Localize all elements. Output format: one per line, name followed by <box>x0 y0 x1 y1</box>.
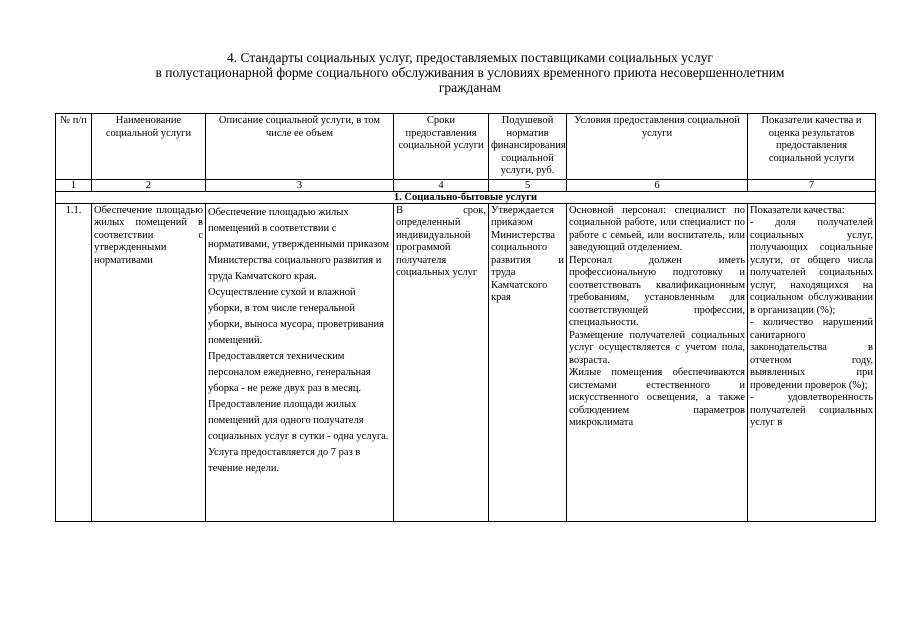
standards-table <box>55 113 876 522</box>
document-title <box>60 50 880 95</box>
title-line-1: 4. Стандарты социальных услуг, предоставляемых поставщиками социальных услуг <box>227 50 713 65</box>
header-service-name: Наименование социальной услуги <box>92 114 206 180</box>
column-number: 3 <box>206 179 394 191</box>
header-conditions: Условия предоставления социальной услуги <box>567 114 748 180</box>
column-number: 6 <box>567 179 748 191</box>
header-financing: Подушевой норматив финансирования социальной услуги, руб. <box>489 114 567 180</box>
conditions-paragraph: Основной персонал: специалист по социальной работе, или специалист по работе с семьей, или воспитатель, или заведующий отделением. <box>569 204 745 253</box>
quality-paragraph: Показатели качества: <box>750 204 845 216</box>
description-paragraph: Услуга предоставляется до 7 раз в течение недели. <box>208 446 361 474</box>
column-number: 2 <box>92 179 206 191</box>
column-number: 4 <box>394 179 489 191</box>
table-header-row <box>56 114 876 180</box>
table-row <box>56 203 876 521</box>
title-line-2: в полустационарной форме социального обслуживания в условиях временного приюта несовершеннолетним <box>155 65 785 80</box>
conditions-paragraph: Размещение получателей социальных услуг осуществляется с учетом пола, возраста. <box>569 329 745 366</box>
header-description: Описание социальной услуги, в том числе ее объем <box>206 114 394 180</box>
row-description <box>206 203 394 521</box>
row-financing: Утверждается приказом Министерства социального развития и труда Камчатского края <box>489 203 567 521</box>
title-line-3: гражданам <box>438 80 502 95</box>
quality-paragraph: - количество нарушений санитарного законодательства в отчетном году, выявленных при проведении проверок (%); <box>750 317 873 391</box>
column-number-row <box>56 179 876 191</box>
description-paragraph: Осуществление сухой и влажной уборки, в том числе генеральной уборки, выноса мусора, проветривания помещений. <box>208 286 384 346</box>
column-number: 1 <box>56 179 92 191</box>
quality-paragraph: - доля получателей социальных услуг, получающих социальные услуги, от общего числа получателей социальных услуг, находящихся на социальном обслуживании в организации (%); <box>750 217 873 316</box>
section-row <box>56 191 876 203</box>
conditions-paragraph: Жилые помещения обеспечиваются системами естественного и искусственного освещения, а также соблюдением параметров микроклимата <box>569 367 745 428</box>
column-number: 5 <box>489 179 567 191</box>
row-quality <box>748 203 876 521</box>
row-conditions <box>567 203 748 521</box>
row-terms: В срок, определенный индивидуальной программой получателя социальных услуг <box>394 203 489 521</box>
description-paragraph: Предоставляется техническим персоналом ежедневно, генеральная уборка - не реже двух раз в месяц. Предоставление площади жилых помещений для одного получателя социальных услуг в сутки - одна услуга. <box>208 350 389 442</box>
header-terms: Сроки предоставления социальной услуги <box>394 114 489 180</box>
section-title: 1. Социально-бытовые услуги <box>56 191 876 203</box>
description-paragraph: Обеспечение площадью жилых помещений в соответствии с нормативами, утвержденными приказом Министерства социального развития и труда Камчатского края. <box>208 206 390 282</box>
row-service-name: Обеспечение площадью жилых помещений в соответствии с утвержденными нормативами <box>92 203 206 521</box>
conditions-paragraph: Персонал должен иметь профессиональную подготовку и соответствовать квалификационным требованиям, установленным для соответствующей профессии, специальности. <box>569 254 745 328</box>
header-quality: Показатели качества и оценка результатов предоставления социальной услуги <box>748 114 876 180</box>
header-number: № п/п <box>56 114 92 180</box>
quality-paragraph: - удовлетворенность получателей социальных услуг в <box>750 392 873 428</box>
row-number: 1.1. <box>56 203 92 521</box>
column-number: 7 <box>748 179 876 191</box>
